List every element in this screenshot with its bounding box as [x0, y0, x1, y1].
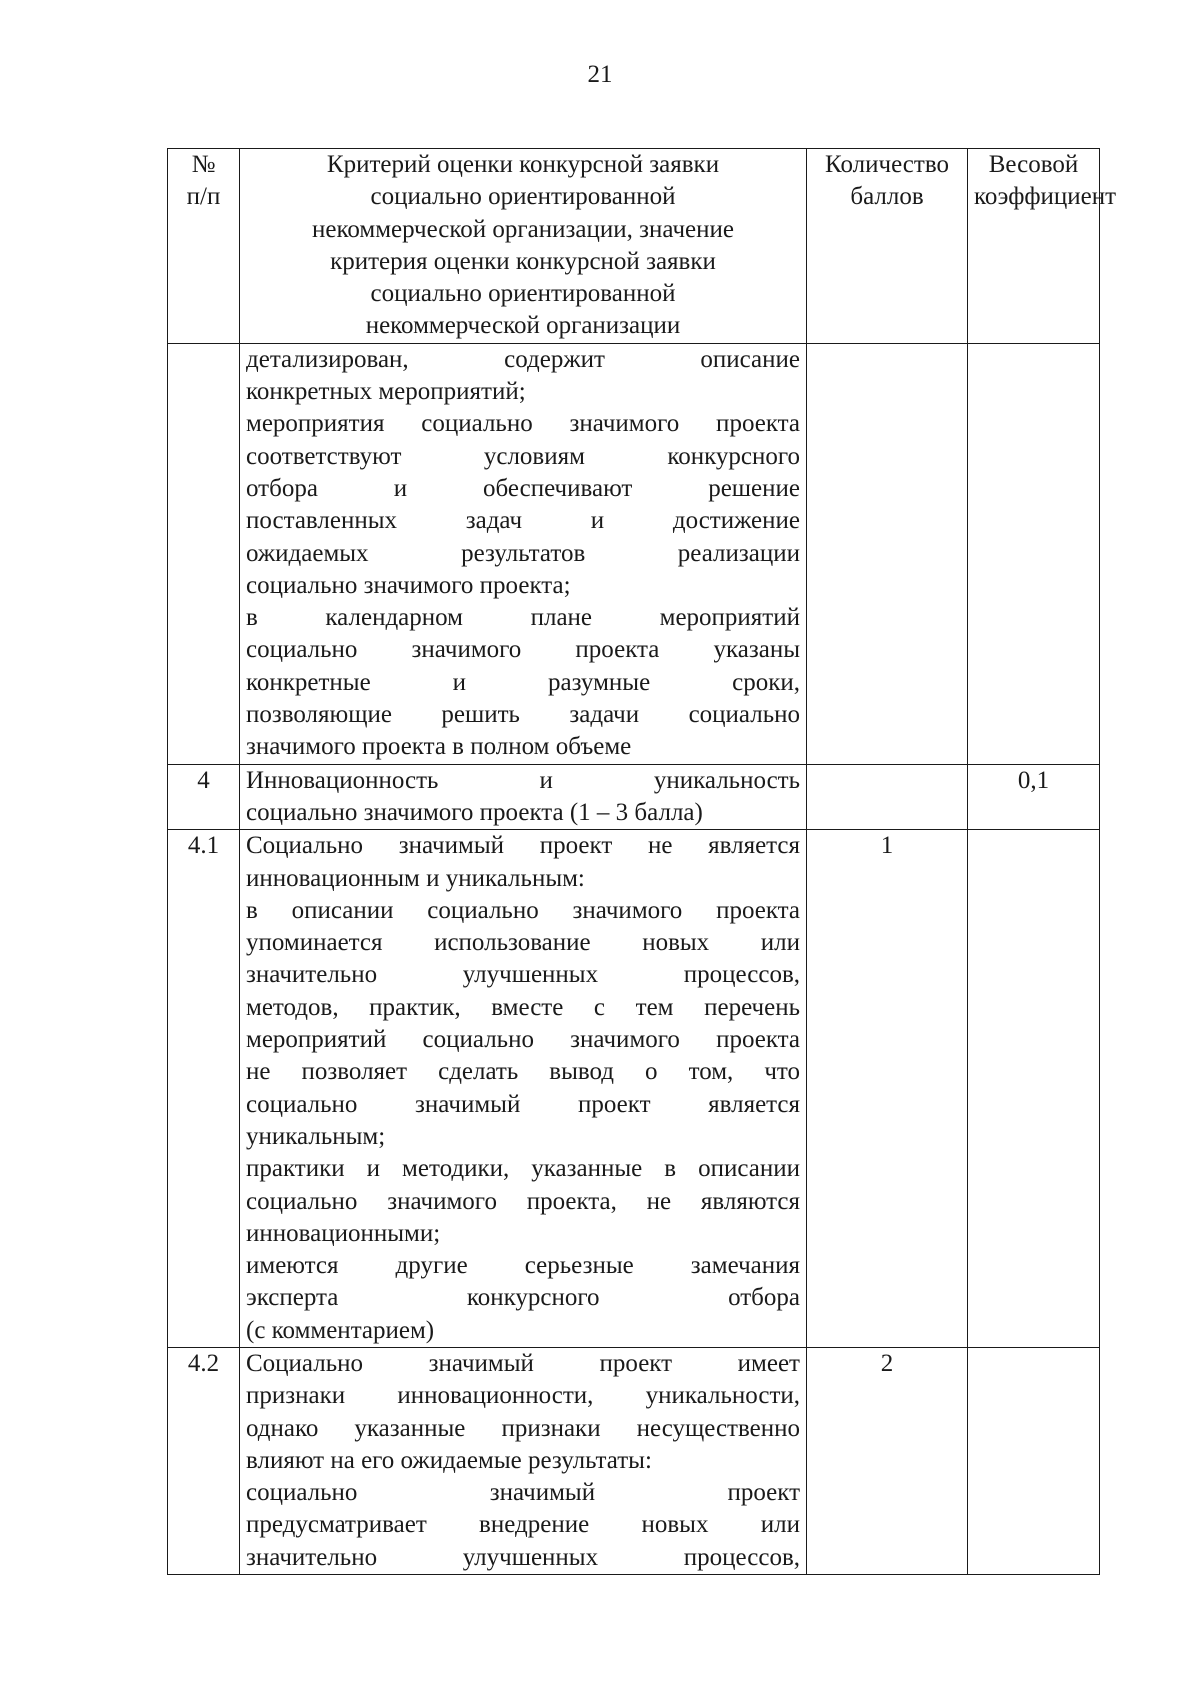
page-number: 21: [587, 61, 613, 88]
row-criterion: [240, 830, 807, 1348]
criterion-text-line: методов, практик, вместе с тем перечень: [246, 993, 800, 1021]
criterion-text-line: значимого проекта в полном объеме: [246, 733, 632, 761]
criterion-text-line: социально значимого проекта указаны: [246, 636, 800, 664]
header-criterion-line: Критерий оценки конкурсной заявки: [326, 151, 720, 178]
criteria-table: [167, 148, 1117, 1575]
criterion-text-line: не позволяет сделать вывод о том, что: [246, 1058, 800, 1086]
criterion-text-line: Социально значимый проект не является: [246, 832, 800, 860]
row-number: 4: [168, 764, 240, 830]
criterion-text-line: упоминается использование новых или: [246, 929, 800, 957]
criterion-text-line: значительно улучшенных процессов,: [246, 961, 800, 989]
header-points-line: Количество: [825, 151, 949, 178]
criterion-text-line: отбора и обеспечивают решение: [246, 474, 800, 502]
criterion-text-line: Социально значимый проект имеет: [246, 1349, 800, 1377]
criterion-text-line: эксперта конкурсного отбора: [246, 1284, 800, 1312]
criterion-text-line: (с комментарием): [246, 1316, 435, 1344]
header-weight: [968, 149, 1117, 344]
criterion-text-line: практики и методики, указанные в описании: [246, 1155, 800, 1183]
row-weight: [968, 830, 1100, 1348]
header-number-line: п/п: [186, 183, 221, 211]
criterion-text-line: в календарном плане мероприятий: [246, 604, 800, 632]
row-weight: [968, 343, 1100, 764]
criterion-text-line: социально значимого проекта, не являются: [246, 1187, 800, 1215]
header-weight-line: коэффициент: [974, 183, 1117, 211]
criterion-text-line: влияют на его ожидаемые результаты:: [246, 1446, 652, 1474]
row-points: [807, 343, 968, 764]
header-weight-line: Весовой: [988, 151, 1079, 178]
row-number: 4.1: [168, 830, 240, 1348]
criterion-text-line: признаки инновационности, уникальности,: [246, 1382, 800, 1410]
criterion-text-line: в описании социально значимого проекта: [246, 896, 800, 924]
header-points-line: баллов: [850, 183, 924, 211]
criterion-text-line: мероприятий социально значимого проекта: [246, 1026, 800, 1054]
table-header-row: [168, 149, 1100, 344]
criterion-text-line: инновационными;: [246, 1219, 441, 1247]
row-weight: 0,1: [968, 764, 1100, 830]
row-weight: [968, 1347, 1100, 1574]
criterion-text-line: социально значимый проект является: [246, 1090, 800, 1118]
criterion-text-line: соответствуют условиям конкурсного: [246, 442, 800, 470]
header-criterion: [240, 149, 807, 344]
criterion-text-line: однако указанные признаки несущественно: [246, 1414, 800, 1442]
criterion-text-line: конкретные и разумные сроки,: [246, 668, 800, 696]
table-row: [168, 830, 1100, 1348]
header-criterion-line: критерия оценки конкурсной заявки: [330, 247, 716, 275]
row-criterion: [240, 764, 807, 830]
header-criterion-line: социально ориентированной: [370, 183, 676, 211]
criterion-text-line: инновационным и уникальным:: [246, 864, 585, 892]
header-number: [168, 149, 240, 344]
criterion-text-line: поставленных задач и достижение: [246, 507, 800, 535]
row-criterion: [240, 1347, 807, 1574]
criterion-text-line: конкретных мероприятий;: [246, 378, 526, 406]
criterion-text-line: социально значимого проекта (1 – 3 балла): [246, 798, 703, 826]
row-points: 1: [807, 830, 968, 1348]
criterion-text-line: ожидаемых результатов реализации: [246, 539, 800, 567]
criterion-text-line: социально значимый проект: [246, 1479, 800, 1507]
criterion-text-line: детализирован, содержит описание: [246, 345, 800, 373]
table-row: [168, 764, 1100, 830]
criterion-text-line: значительно улучшенных процессов,: [246, 1543, 800, 1571]
row-number: [168, 343, 240, 764]
criterion-text-line: позволяющие решить задачи социально: [246, 701, 800, 729]
row-number: 4.2: [168, 1347, 240, 1574]
row-points: [807, 764, 968, 830]
row-points: 2: [807, 1347, 968, 1574]
header-criterion-line: некоммерческой организации: [365, 312, 681, 340]
criterion-text-line: социально значимого проекта;: [246, 571, 571, 599]
criterion-text-line: предусматривает внедрение новых или: [246, 1511, 800, 1539]
table-row: [168, 1347, 1100, 1574]
criterion-text-line: уникальным;: [246, 1122, 386, 1150]
header-number-line: №: [191, 151, 216, 178]
criterion-text-line: имеются другие серьезные замечания: [246, 1252, 800, 1280]
criterion-text-line: Инновационность и уникальность: [246, 766, 800, 794]
table-body: [168, 343, 1100, 1574]
header-criterion-line: социально ориентированной: [370, 280, 676, 308]
row-criterion: [240, 343, 807, 764]
table-row: [168, 343, 1100, 764]
criterion-text-line: мероприятия социально значимого проекта: [246, 410, 800, 438]
header-criterion-line: некоммерческой организации, значение: [312, 215, 734, 243]
header-points: [807, 149, 968, 344]
